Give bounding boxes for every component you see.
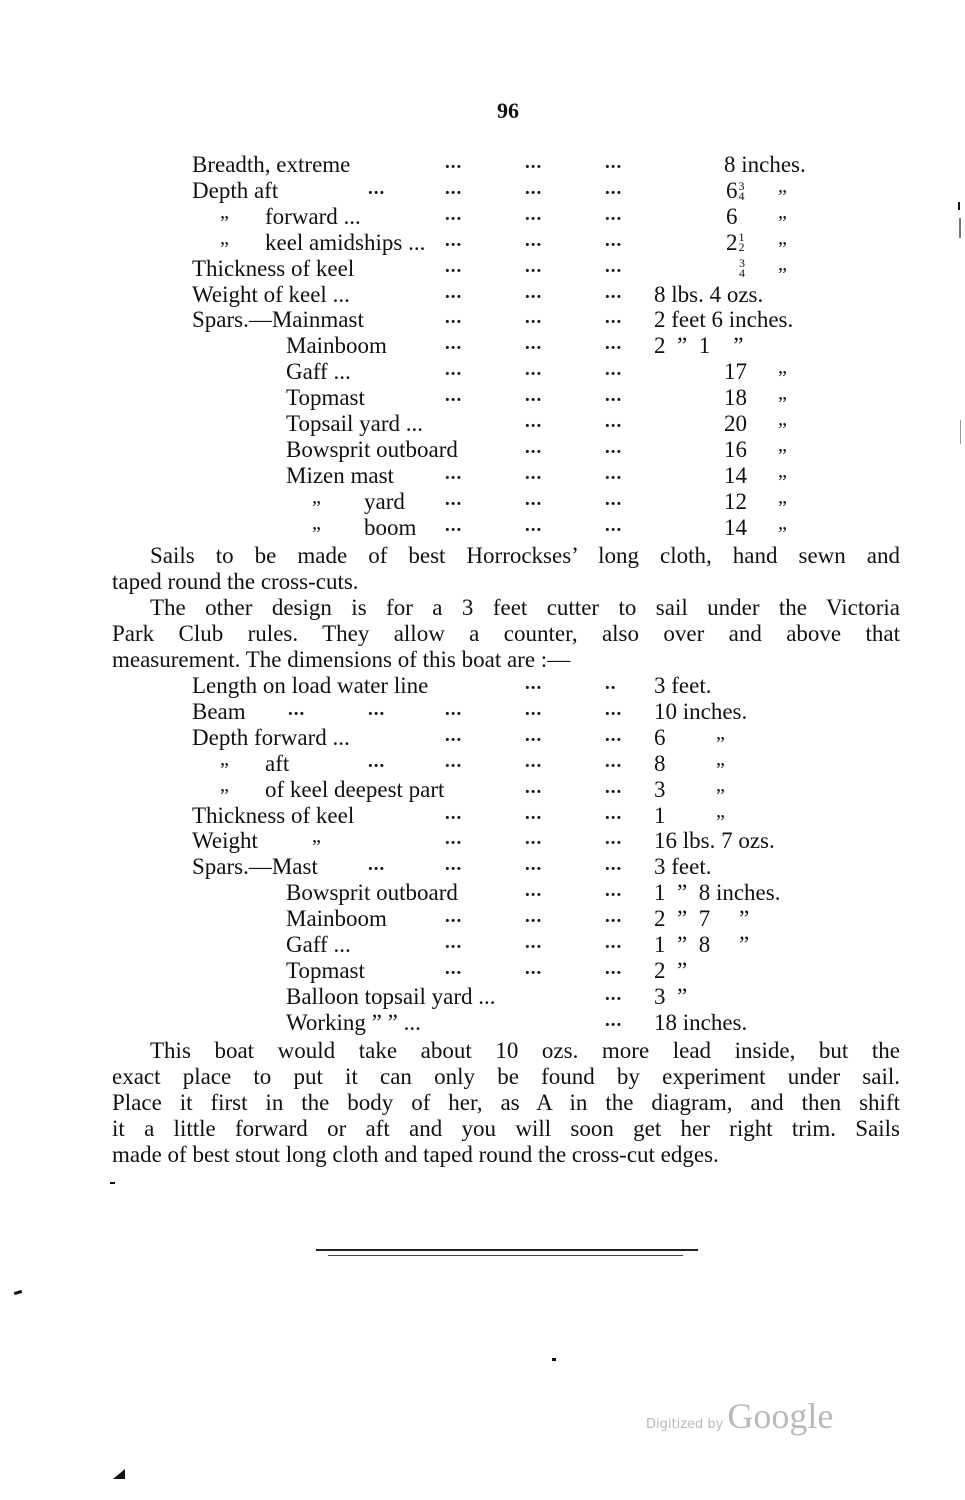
leader-dots: ... xyxy=(605,698,623,720)
ditto-mark: ” xyxy=(778,185,787,208)
ditto-mark: ” xyxy=(716,810,725,833)
fraction xyxy=(739,256,745,281)
ditto-mark: ” xyxy=(778,263,787,286)
leader-dots: ... xyxy=(605,152,623,173)
value-whole: 6 xyxy=(726,203,738,229)
text-line: Sails to be made of best Horrockses’ long cloth, hand sewn and xyxy=(150,543,900,568)
row-label: Length on load water line xyxy=(192,673,429,698)
leader-dots: ... xyxy=(525,152,543,173)
leader-dots: ... xyxy=(605,854,623,876)
leader-dots: ... xyxy=(368,750,386,772)
row-label: Beam xyxy=(192,698,246,724)
watermark-brand: Google xyxy=(727,1396,834,1436)
table-row xyxy=(0,359,965,390)
leader-dots: ... xyxy=(605,411,623,432)
leader-dots: ... xyxy=(445,750,463,772)
leader-dots: ... xyxy=(605,255,623,277)
leader-dots: ... xyxy=(445,724,463,746)
row-label: keel amidships ... xyxy=(265,229,426,255)
table-row xyxy=(0,828,965,859)
row-label: Depth aft xyxy=(192,177,279,203)
text-line: Place it first in the body of her, as A in the diagram, and then shift xyxy=(112,1090,900,1115)
row-label: Mizen mast xyxy=(286,462,394,488)
row-label: Gaff ... xyxy=(286,359,351,385)
scan-speck xyxy=(552,1358,556,1361)
table-row xyxy=(0,255,965,286)
table-row xyxy=(0,776,965,807)
row-label: Spars.—Mast xyxy=(192,854,318,880)
ditto-mark: ” xyxy=(778,470,787,493)
leader-dots: ... xyxy=(605,802,623,824)
row-value: 20 xyxy=(724,411,747,436)
leader-dots: ... xyxy=(525,411,543,432)
row-label: forward ... xyxy=(265,203,361,229)
row-value: 3 xyxy=(654,776,666,802)
ditto-mark: ” xyxy=(778,367,787,390)
ditto-mark: ” xyxy=(778,496,787,519)
table-row xyxy=(0,462,965,493)
row-label: Depth forward ... xyxy=(192,724,350,750)
row-label: yard xyxy=(364,488,405,514)
leader-dots: ... xyxy=(445,932,463,953)
fraction-numerator: 3 xyxy=(738,178,745,193)
row-label: Topmast xyxy=(286,385,365,411)
leader-dots: ... xyxy=(605,177,623,199)
row-label: Weight xyxy=(192,828,258,854)
leader-dots: ... xyxy=(605,488,623,510)
leader-dots: ... xyxy=(525,724,543,746)
leader-dots: ... xyxy=(605,932,623,953)
ditto-mark: ” xyxy=(220,237,229,260)
leader-dots: ... xyxy=(605,880,623,902)
leader-dots: ... xyxy=(445,514,463,536)
leader-dots: ... xyxy=(445,229,463,251)
text-line: exact place to put it can only be found by experiment under sail. xyxy=(112,1064,900,1089)
row-label: Spars.—Mainmast xyxy=(192,307,364,333)
leader-dots: ... xyxy=(605,203,623,225)
table-row xyxy=(0,802,965,833)
row-value: 8 xyxy=(654,750,666,776)
table-row xyxy=(0,1010,965,1036)
leader-dots: ... xyxy=(525,880,543,902)
row-value: 16 lbs. 7 ozs. xyxy=(654,828,775,854)
row-value: 12 xyxy=(724,488,747,514)
row-value xyxy=(738,256,745,282)
leader-dots: ... xyxy=(368,854,386,876)
leader-dots: ... xyxy=(605,462,623,484)
table-row xyxy=(0,699,965,725)
leader-dots: ... xyxy=(525,385,543,407)
row-value: 14 xyxy=(724,462,747,488)
row-label: Weight of keel ... xyxy=(192,281,350,307)
leader-dots: ... xyxy=(445,488,463,510)
table-row xyxy=(0,411,965,441)
paragraph-sails xyxy=(112,543,900,595)
row-label: Breadth, extreme xyxy=(192,152,351,177)
row-value: 3 feet. xyxy=(654,854,712,880)
leader-dots: ... xyxy=(525,488,543,510)
leader-dots: ... xyxy=(525,514,543,536)
ditto-mark: ” xyxy=(220,211,229,234)
leader-dots: ... xyxy=(445,152,463,173)
table-row xyxy=(0,932,965,958)
ditto-mark: ” xyxy=(220,758,229,781)
leader-dots: ... xyxy=(525,828,543,850)
text-line: measurement. The dimensions of this boat are :— xyxy=(112,647,571,672)
ditto-mark: ” xyxy=(716,784,725,807)
leader-dots: ... xyxy=(445,854,463,876)
table-row xyxy=(0,307,965,333)
row-value: 1 ” 8 ” xyxy=(654,932,750,957)
leader-dots: ... xyxy=(445,828,463,850)
leader-dots: ... xyxy=(605,828,623,850)
table-row xyxy=(0,514,965,545)
row-value: 1 ” 8 inches. xyxy=(654,880,781,906)
ditto-mark: ” xyxy=(778,393,787,416)
leader-dots: ... xyxy=(445,957,463,979)
leader-dots: ... xyxy=(605,436,623,458)
leader-dots: .. xyxy=(605,673,617,694)
leader-dots: ... xyxy=(605,776,623,798)
text-line: made of best stout long cloth and taped round the cross-cut edges. xyxy=(112,1142,719,1167)
value-whole: 2 xyxy=(726,229,738,255)
leader-dots: ... xyxy=(525,906,543,928)
scan-speck xyxy=(110,1182,115,1184)
ditto-mark: ” xyxy=(312,522,321,545)
scan-speck xyxy=(960,420,961,444)
row-label: Mainboom xyxy=(286,906,387,932)
row-value: 1 xyxy=(654,802,666,828)
table-row xyxy=(0,177,965,208)
table-row xyxy=(0,673,965,699)
leader-dots: ... xyxy=(445,333,463,355)
leader-dots: ... xyxy=(445,359,463,381)
leader-dots: ... xyxy=(525,436,543,458)
section-divider-rule xyxy=(316,1249,698,1251)
row-value: 8 lbs. 4 ozs. xyxy=(654,281,764,307)
leader-dots: ... xyxy=(605,307,623,329)
leader-dots: ... xyxy=(288,698,306,720)
leader-dots: ... xyxy=(525,750,543,772)
row-label: Bowsprit outboard xyxy=(286,880,458,906)
leader-dots: ... xyxy=(445,203,463,225)
leader-dots: ... xyxy=(445,385,463,407)
row-value: 2 feet 6 inches. xyxy=(654,307,794,333)
leader-dots: ... xyxy=(525,307,543,329)
leader-dots: ... xyxy=(525,255,543,277)
paragraph-lead-placement xyxy=(112,1038,900,1168)
row-label: Bowsprit outboard xyxy=(286,436,458,462)
ditto-mark: ” xyxy=(312,836,321,859)
table-row xyxy=(0,854,965,880)
leader-dots: ... xyxy=(525,673,543,694)
text-line: taped round the cross-cuts. xyxy=(112,569,359,594)
fraction-numerator: 1 xyxy=(738,230,745,245)
row-label: Mainboom xyxy=(286,333,387,359)
ditto-mark: ” xyxy=(778,444,787,467)
row-label: Thickness of keel xyxy=(192,802,355,828)
leader-dots: ... xyxy=(445,462,463,484)
table-row xyxy=(0,906,965,932)
table-row xyxy=(0,152,965,178)
table-row xyxy=(0,880,965,906)
leader-dots: ... xyxy=(445,281,463,303)
leader-dots: ... xyxy=(605,281,623,303)
leader-dots: ... xyxy=(445,802,463,824)
page-number: 96 xyxy=(497,98,519,123)
row-value xyxy=(726,204,738,230)
ditto-mark: ” xyxy=(778,237,787,260)
leader-dots: ... xyxy=(605,957,623,979)
text-line: it a little forward or aft and you will soon get her right trim. Sails xyxy=(112,1116,900,1141)
row-value: 14 xyxy=(724,514,747,540)
leader-dots: ... xyxy=(445,255,463,277)
row-label: Gaff ... xyxy=(286,932,351,957)
row-value: 17 xyxy=(724,359,747,385)
leader-dots: ... xyxy=(525,462,543,484)
row-label: boom xyxy=(364,514,417,540)
table-row xyxy=(0,333,965,359)
table-row xyxy=(0,385,965,416)
leader-dots: ... xyxy=(605,514,623,536)
leader-dots: ... xyxy=(445,307,463,329)
row-value: 2 ” 7 ” xyxy=(654,906,750,932)
leader-dots: ... xyxy=(525,281,543,303)
table-row xyxy=(0,984,965,1010)
section-divider-rule xyxy=(328,1255,683,1256)
leader-dots: ... xyxy=(525,854,543,876)
paragraph-other-design xyxy=(112,595,900,673)
ditto-mark: ” xyxy=(778,522,787,545)
leader-dots: ... xyxy=(368,698,386,720)
ditto-mark: ” xyxy=(716,758,725,781)
ditto-mark: ” xyxy=(778,419,787,441)
leader-dots: ... xyxy=(605,983,623,1005)
leader-dots: ... xyxy=(445,698,463,720)
row-value xyxy=(726,230,745,256)
leader-dots: ... xyxy=(445,177,463,199)
fraction-denominator: 4 xyxy=(738,188,745,203)
row-value: 2 ” 1 ” xyxy=(654,333,744,359)
leader-dots: ... xyxy=(605,333,623,355)
table-row xyxy=(0,229,965,260)
row-label: of keel deepest part xyxy=(265,776,445,802)
row-label: Topsail yard ... xyxy=(286,411,424,436)
table-row xyxy=(0,750,965,781)
fraction-numerator: 3 xyxy=(739,256,745,271)
leader-dots: ... xyxy=(605,385,623,407)
row-label: Thickness of keel xyxy=(192,255,355,281)
leader-dots: ... xyxy=(605,229,623,251)
row-value: 18 xyxy=(724,385,747,411)
scan-speck xyxy=(958,202,960,210)
leader-dots: ... xyxy=(525,333,543,355)
leader-dots: ... xyxy=(605,359,623,381)
leader-dots: ... xyxy=(445,906,463,928)
row-value: 10 inches. xyxy=(654,698,748,724)
table-row xyxy=(0,958,965,984)
fraction-denominator: 2 xyxy=(738,240,745,255)
ditto-mark: ” xyxy=(778,211,787,234)
row-value: 8 inches. xyxy=(724,152,806,177)
fraction-denominator: 4 xyxy=(739,266,745,281)
ditto-mark: ” xyxy=(716,732,725,755)
scan-corner-mark xyxy=(113,1469,125,1479)
row-label: Topmast xyxy=(286,957,365,983)
leader-dots: ... xyxy=(525,229,543,251)
text-line: Park Club rules. They allow a counter, also over and above that xyxy=(112,621,900,646)
table-row xyxy=(0,724,965,755)
leader-dots: ... xyxy=(605,750,623,772)
value-whole: 6 xyxy=(726,177,738,203)
row-label: Balloon topsail yard ... xyxy=(286,983,496,1009)
text-line: This boat would take about 10 ozs. more lead inside, but the xyxy=(150,1038,900,1063)
text-line: The other design is for a 3 feet cutter to sail under the Victoria xyxy=(150,595,900,620)
leader-dots: ... xyxy=(605,724,623,746)
ditto-mark: ” xyxy=(312,496,321,519)
row-value xyxy=(726,178,745,204)
leader-dots: ... xyxy=(525,802,543,824)
table-row xyxy=(0,436,965,467)
row-value: 18 inches. xyxy=(654,1009,748,1035)
fraction xyxy=(738,178,745,203)
ditto-mark: ” xyxy=(220,784,229,807)
leader-dots: ... xyxy=(525,957,543,979)
row-value: 16 xyxy=(724,436,747,462)
leader-dots: ... xyxy=(605,906,623,928)
leader-dots: ... xyxy=(525,698,543,720)
leader-dots: ... xyxy=(525,932,543,953)
leader-dots: ... xyxy=(525,203,543,225)
digitized-by-google-watermark xyxy=(646,1395,833,1437)
table-row xyxy=(0,282,965,308)
row-value: 2 ” xyxy=(654,957,688,983)
row-label: aft xyxy=(265,750,290,776)
row-label: Working ” ” ... xyxy=(286,1009,421,1035)
row-value: 3 ” xyxy=(654,983,688,1009)
table-row xyxy=(0,203,965,234)
row-value: 3 feet. xyxy=(654,673,712,698)
watermark-prefix: Digitized by xyxy=(646,1417,724,1432)
scan-speck xyxy=(959,218,961,238)
row-value: 6 xyxy=(654,724,666,750)
table-row xyxy=(0,488,965,519)
leader-dots: ... xyxy=(605,1009,623,1031)
leader-dots: ... xyxy=(525,359,543,381)
leader-dots: ... xyxy=(525,776,543,798)
leader-dots: ... xyxy=(368,177,386,199)
leader-dots: ... xyxy=(525,177,543,199)
fraction xyxy=(738,230,745,255)
scan-speck xyxy=(14,1290,23,1295)
